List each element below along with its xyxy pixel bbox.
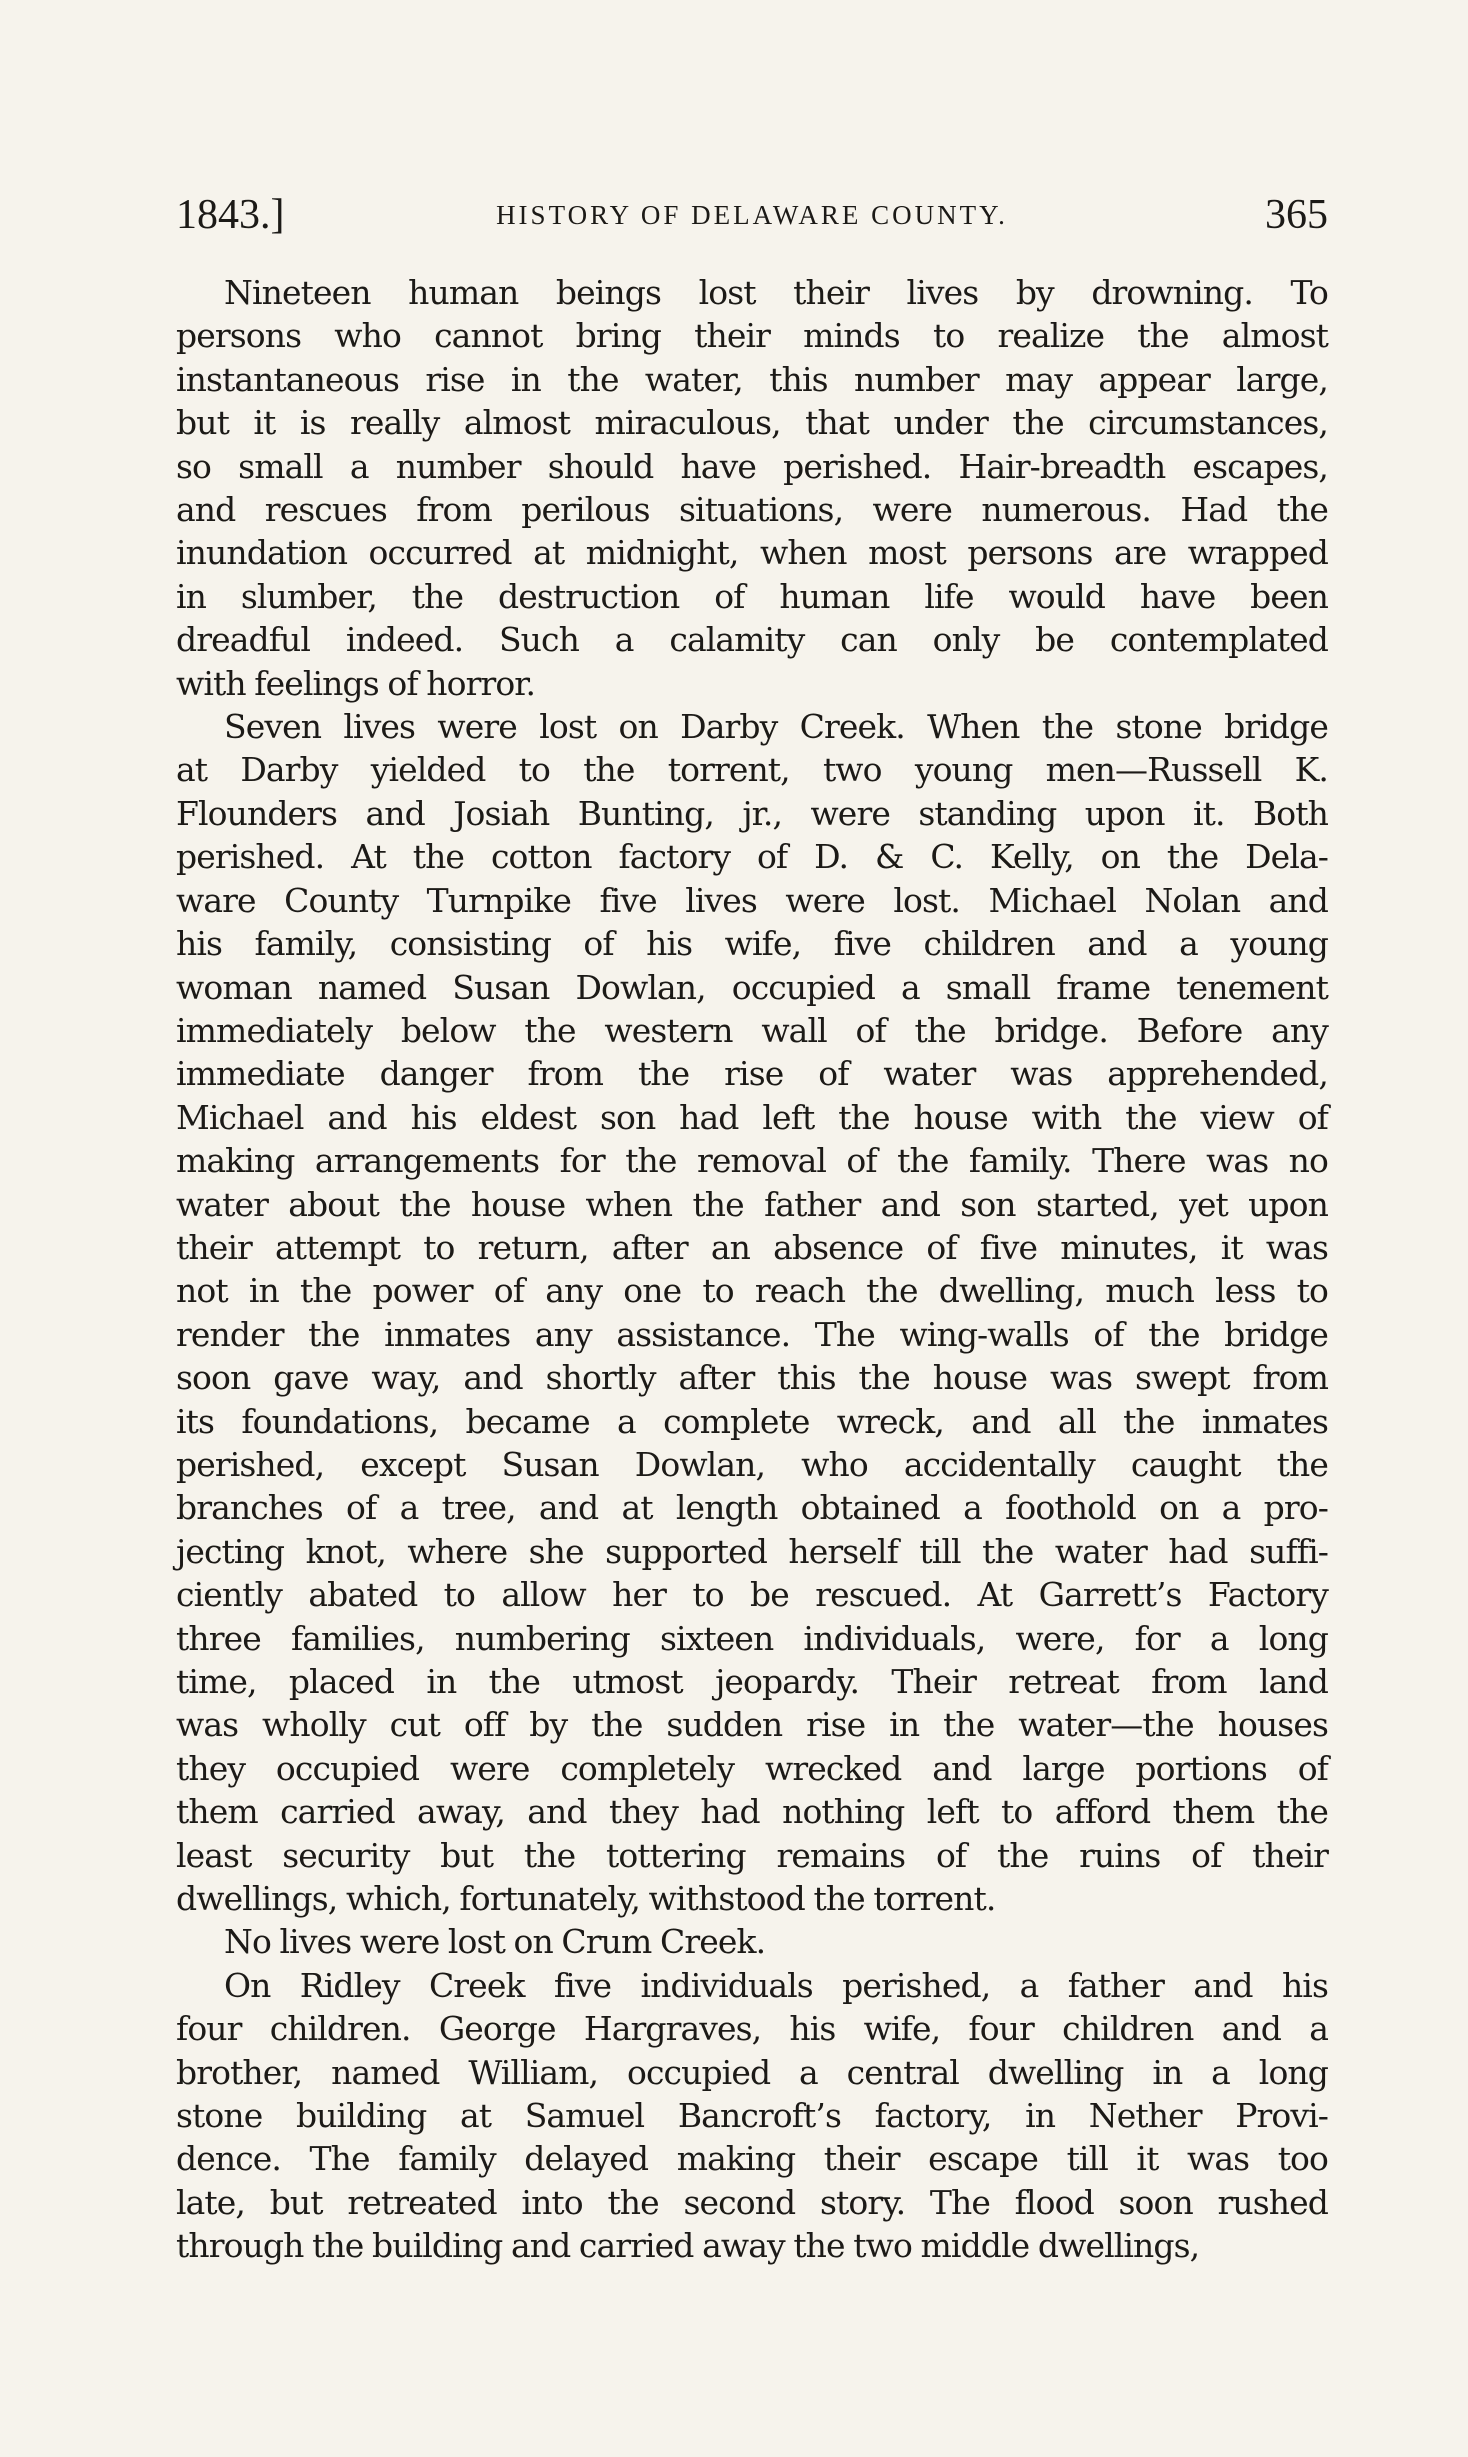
text-line: ciently abated to allow her to be rescued. At Garrett’s Factory bbox=[176, 1575, 1328, 1615]
paragraph bbox=[176, 1920, 1328, 1963]
page-number: 365 bbox=[1265, 192, 1328, 238]
text-line: render the inmates any assistance. The wing-walls of the bridge bbox=[176, 1314, 1328, 1354]
text-line: three families, numbering sixteen individuals, were, for a long bbox=[176, 1618, 1328, 1658]
text-line: with feelings of horror. bbox=[176, 663, 536, 703]
text-line: but it is really almost miraculous, that under the circumstances, bbox=[176, 403, 1328, 443]
text-line: instantaneous rise in the water, this number may appear large, bbox=[176, 359, 1328, 399]
text-line: dwellings, which, fortunately, withstood the torrent. bbox=[176, 1879, 996, 1919]
text-line: stone building at Samuel Bancroft’s factory, in Nether Provi- bbox=[176, 2096, 1328, 2136]
paragraph bbox=[176, 705, 1328, 1920]
text-line: Nineteen human beings lost their lives by drowning. To bbox=[224, 273, 1328, 312]
text-line: branches of a tree, and at length obtained a foothold on a pro- bbox=[176, 1488, 1328, 1528]
header-title: HISTORY OF DELAWARE COUNTY. bbox=[496, 200, 1008, 230]
text-line: so small a number should have perished. Hair-breadth escapes, bbox=[176, 446, 1328, 486]
text-line: immediate danger from the rise of water was apprehended, bbox=[176, 1054, 1328, 1094]
text-line: Michael and his eldest son had left the house with the view of bbox=[176, 1097, 1328, 1137]
text-line: them carried away, and they had nothing left to afford them the bbox=[176, 1792, 1328, 1832]
text-line: at Darby yielded to the torrent, two young men—Russell K. bbox=[176, 750, 1328, 790]
text-line: in slumber, the destruction of human life would have been bbox=[176, 576, 1328, 616]
header-year: 1843.] bbox=[176, 192, 285, 238]
text-line: brother, named William, occupied a central dwelling in a long bbox=[176, 2052, 1328, 2092]
text-line: making arrangements for the removal of the family. There was no bbox=[176, 1141, 1328, 1181]
text-line: and rescues from perilous situations, were numerous. Had the bbox=[176, 490, 1328, 530]
text-line: least security but the tottering remains of the ruins of their bbox=[176, 1835, 1328, 1875]
text-line: immediately below the western wall of the bridge. Before any bbox=[176, 1010, 1328, 1050]
paragraph bbox=[176, 1964, 1328, 2268]
text-line: woman named Susan Dowlan, occupied a small frame tenement bbox=[176, 967, 1328, 1007]
text-line: its foundations, became a complete wreck, and all the inmates bbox=[176, 1401, 1328, 1441]
text-line: perished, except Susan Dowlan, who accidentally caught the bbox=[176, 1444, 1328, 1484]
text-line: perished. At the cotton factory of D. & C. Kelly, on the Dela- bbox=[176, 837, 1328, 877]
text-line: was wholly cut off by the sudden rise in the water—the houses bbox=[176, 1705, 1328, 1745]
text-line: time, placed in the utmost jeopardy. Their retreat from land bbox=[176, 1662, 1328, 1701]
text-line: late, but retreated into the second story. The flood soon rushed bbox=[176, 2182, 1328, 2222]
paragraph bbox=[176, 271, 1328, 705]
text-line: four children. George Hargraves, his wife, four children and a bbox=[176, 2009, 1328, 2049]
text-line: his family, consisting of his wife, five children and a young bbox=[176, 924, 1328, 964]
text-line: dreadful indeed. Such a calamity can only be contemplated bbox=[176, 620, 1328, 660]
text-line: On Ridley Creek five individuals perished, a father and his bbox=[224, 1965, 1328, 2005]
text-line: their attempt to return, after an absence of five minutes, it was bbox=[176, 1227, 1328, 1267]
text-line: Seven lives were lost on Darby Creek. When the stone bridge bbox=[224, 707, 1328, 747]
text-line: water about the house when the father and son started, yet upon bbox=[176, 1184, 1328, 1224]
text-line: not in the power of any one to reach the dwelling, much less to bbox=[176, 1271, 1328, 1311]
text-line: No lives were lost on Crum Creek. bbox=[224, 1922, 766, 1962]
text-line: through the building and carried away the two middle dwellings, bbox=[176, 2226, 1200, 2266]
page-body bbox=[176, 271, 1328, 2268]
text-line: Flounders and Josiah Bunting, jr., were standing upon it. Both bbox=[176, 793, 1328, 833]
running-header bbox=[176, 190, 1328, 240]
text-line: persons who cannot bring their minds to realize the almost bbox=[176, 316, 1328, 356]
text-line: they occupied were completely wrecked and large portions of bbox=[176, 1748, 1328, 1788]
text-line: inundation occurred at midnight, when most persons are wrapped bbox=[176, 533, 1328, 573]
text-line: dence. The family delayed making their escape till it was too bbox=[176, 2139, 1328, 2179]
text-line: ware County Turnpike five lives were lost. Michael Nolan and bbox=[176, 880, 1328, 920]
text-line: jecting knot, where she supported herself till the water had suffi- bbox=[176, 1531, 1328, 1571]
text-line: soon gave way, and shortly after this the house was swept from bbox=[176, 1358, 1328, 1398]
